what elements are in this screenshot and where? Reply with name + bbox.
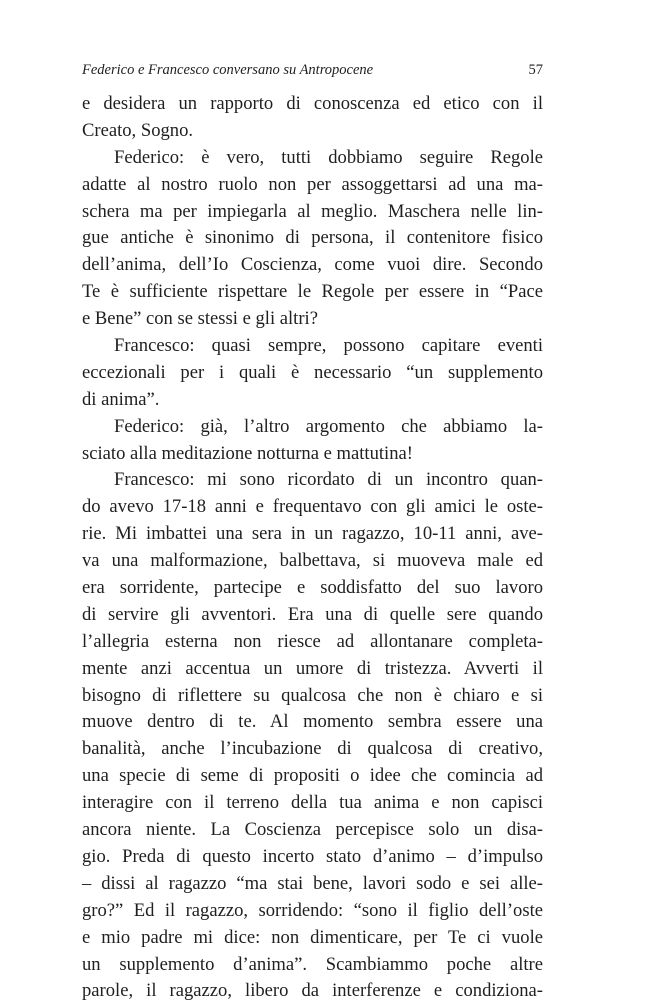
text-line: di anima”. [82,388,160,410]
text-line: eccezionali per i quali è necessario “un supplemento [82,361,543,383]
text-line: – dissi al ragazzo “ma stai bene, lavori sodo e sei alle- [82,872,543,894]
text-line: schera ma per impiegarla al meglio. Maschera nelle lin- [82,200,543,222]
text-line: dell’anima, dell’Io Coscienza, come vuoi dire. Secondo [82,254,543,276]
running-header [82,60,543,80]
text-line: bisogno di riflettere su qualcosa che non è chiaro e si [82,684,543,706]
text-line: ancora niente. La Coscienza percepisce solo un disa- [82,819,543,841]
text-line: Francesco: quasi sempre, possono capitare eventi [114,335,543,357]
text-line: Creato, Sogno. [82,119,194,141]
body-text [82,91,543,1005]
text-line: interagire con il terreno della tua anima e non capisci [82,792,543,814]
text-line: Federico: è vero, tutti dobbiamo seguire Regole [114,146,543,168]
text-line: rie. Mi imbattei una sera in un ragazzo, 10-11 anni, ave- [82,523,543,545]
text-line: un supplemento d’anima”. Scambiammo poche altre [82,953,543,975]
text-line: e Bene” con se stessi e gli altri? [82,308,318,330]
text-line: banalità, anche l’incubazione di qualcosa di creativo, [82,738,543,760]
text-line: va una malformazione, balbettava, si muoveva male ed [82,550,543,572]
text-line: era sorridente, partecipe e soddisfatto del suo lavoro [82,577,543,599]
text-line: gue antiche è sinonimo di persona, il contenitore fisico [82,227,543,249]
text-line: l’allegria esterna non riesce ad allontanare completa- [82,630,543,652]
text-line: di servire gli avventori. Era una di quelle sere quando [82,603,543,625]
text-line: parole, il ragazzo, libero da interferenze e condiziona- [82,980,543,1002]
text-line: e mio padre mi dice: non dimenticare, per Te ci vuole [82,926,543,948]
text-line: e desidera un rapporto di conoscenza ed etico con il [82,93,543,114]
text-line: Te è sufficiente rispettare le Regole per essere in “Pace [82,281,543,303]
page-number: 57 [528,62,543,78]
text-line: una specie di seme di propositi o idee che comincia ad [82,765,543,787]
text-line: sciato alla meditazione notturna e mattutina! [82,442,413,464]
text-line: Francesco: mi sono ricordato di un incontro quan- [114,469,543,491]
text-line: do avevo 17-18 anni e frequentavo con gli amici le oste- [82,496,543,518]
text-line: mente anzi accentua un umore di tristezza. Avverti il [82,657,543,679]
running-title: Federico e Francesco conversano su Antropocene [82,62,374,78]
text-line: gro?” Ed il ragazzo, sorridendo: “sono il figlio dell’oste [82,899,543,921]
text-line: Federico: già, l’altro argomento che abbiamo la- [114,415,543,437]
text-line: muove dentro di te. Al momento sembra essere una [82,711,543,733]
text-line: gio. Preda di questo incerto stato d’animo – d’impulso [82,845,543,867]
text-line: adatte al nostro ruolo non per assoggettarsi ad una ma- [82,173,543,195]
